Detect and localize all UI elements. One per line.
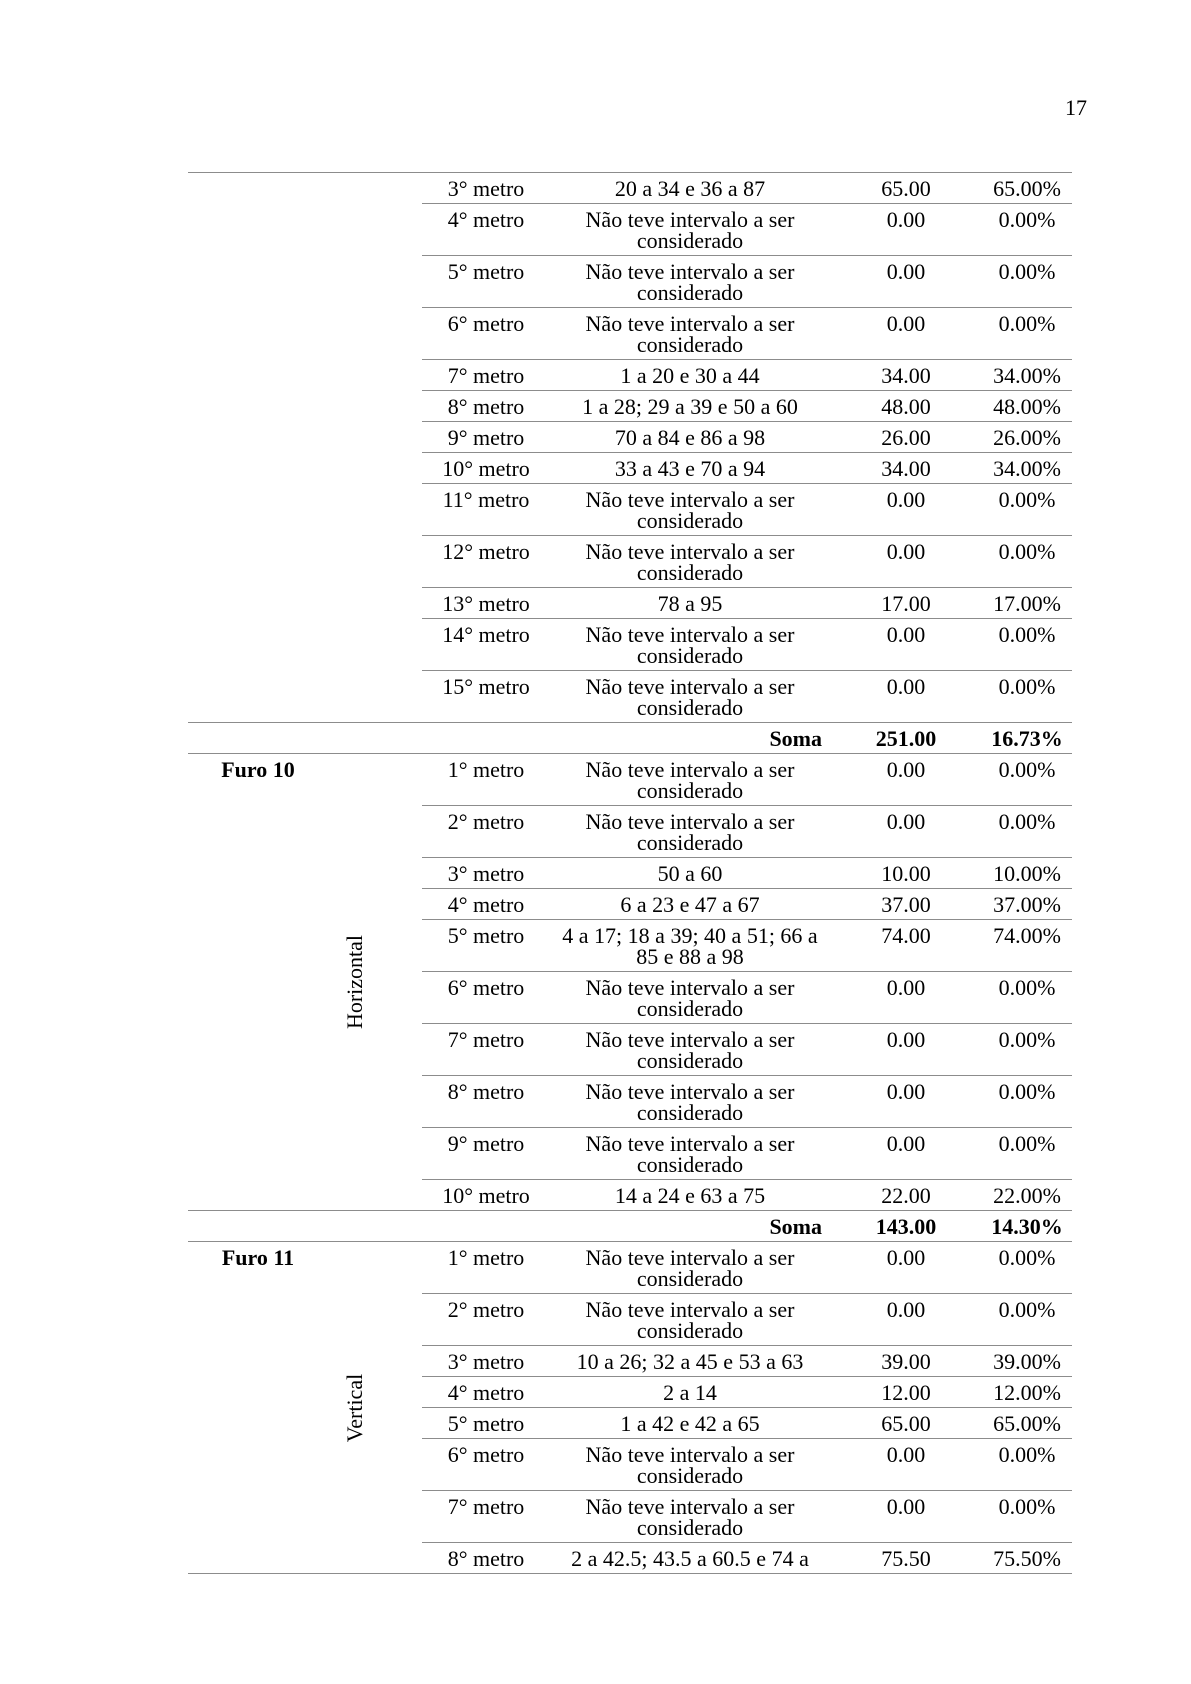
table-row — [422, 888, 1072, 919]
metro-cell: 6° metro — [447, 311, 525, 336]
soma-row — [188, 1210, 1072, 1241]
percentual-cell: 0.00% — [998, 1297, 1056, 1322]
table-row — [422, 483, 1072, 535]
valor-cell: 34.00 — [881, 363, 931, 388]
percentual-cell: 34.00% — [993, 363, 1061, 388]
intervalo-cell: Não teve intervalo a ser considerado — [585, 311, 795, 357]
table-row — [422, 359, 1072, 390]
metro-cell: 14° metro — [442, 622, 530, 647]
metro-cell: 8° metro — [447, 394, 525, 419]
metro-cell: 3° metro — [447, 176, 525, 201]
percentual-cell: 26.00% — [993, 425, 1061, 450]
metro-cell: 11° metro — [442, 487, 530, 512]
percentual-cell: 17.00% — [993, 591, 1061, 616]
table-group — [188, 753, 1072, 1241]
intervalo-cell: 4 a 17; 18 a 39; 40 a 51; 66 a 85 e 88 a 98 — [562, 923, 818, 969]
metro-cell: 9° metro — [447, 1131, 525, 1156]
table-row — [422, 1075, 1072, 1127]
valor-cell: 48.00 — [881, 394, 931, 419]
valor-cell: 22.00 — [881, 1183, 931, 1208]
intervalo-cell: Não teve intervalo a ser considerado — [585, 1245, 795, 1291]
metro-cell: 8° metro — [447, 1546, 525, 1571]
valor-cell: 65.00 — [881, 1411, 931, 1436]
metro-cell: 10° metro — [442, 1183, 530, 1208]
valor-cell: 0.00 — [886, 487, 926, 512]
intervalo-cell: 2 a 14 — [663, 1380, 717, 1405]
table-row — [422, 670, 1072, 722]
valor-cell: 0.00 — [886, 1131, 926, 1156]
percentual-cell: 74.00% — [993, 923, 1061, 948]
metro-cell: 1° metro — [447, 757, 525, 782]
group-rows — [422, 173, 1072, 722]
soma-percentual-cell: 16.73% — [991, 726, 1063, 751]
intervalo-cell: Não teve intervalo a ser considerado — [585, 975, 795, 1021]
intervalo-cell: 20 a 34 e 36 a 87 — [614, 176, 766, 201]
table-row — [422, 587, 1072, 618]
metro-cell: 12° metro — [442, 539, 530, 564]
table-row — [422, 1179, 1072, 1210]
percentual-cell: 0.00% — [998, 622, 1056, 647]
valor-cell: 0.00 — [886, 622, 926, 647]
valor-cell: 0.00 — [886, 1442, 926, 1467]
valor-cell: 0.00 — [886, 259, 926, 284]
percentual-cell: 0.00% — [998, 1079, 1056, 1104]
group-rows — [422, 1242, 1072, 1573]
group-label-cells — [188, 754, 422, 1210]
metro-cell: 1° metro — [447, 1245, 525, 1270]
soma-percentual-cell: 14.30% — [991, 1214, 1063, 1239]
orientation-label: Horizontal — [342, 934, 367, 1030]
group-rows — [422, 754, 1072, 1210]
metro-cell: 7° metro — [447, 363, 525, 388]
metro-cell: 7° metro — [447, 1494, 525, 1519]
table-row — [422, 805, 1072, 857]
intervalo-cell: Não teve intervalo a ser considerado — [585, 622, 795, 668]
group-label-cells — [188, 1242, 422, 1573]
intervalo-cell: Não teve intervalo a ser considerado — [585, 757, 795, 803]
intervalo-cell: Não teve intervalo a ser considerado — [585, 1494, 795, 1540]
percentual-cell: 0.00% — [998, 487, 1056, 512]
metro-cell: 5° metro — [447, 1411, 525, 1436]
intervalo-cell: Não teve intervalo a ser considerado — [585, 674, 795, 720]
metro-cell: 3° metro — [447, 1349, 525, 1374]
intervalo-cell: 2 a 42.5; 43.5 a 60.5 e 74 a — [571, 1546, 809, 1571]
metro-cell: 2° metro — [447, 1297, 525, 1322]
group-body — [188, 173, 1072, 722]
table-row — [422, 535, 1072, 587]
percentual-cell: 22.00% — [993, 1183, 1061, 1208]
valor-cell: 74.00 — [881, 923, 931, 948]
percentual-cell: 0.00% — [998, 207, 1056, 232]
soma-label: Soma — [769, 726, 822, 751]
valor-cell: 0.00 — [886, 539, 926, 564]
intervalo-cell: 6 a 23 e 47 a 67 — [620, 892, 760, 917]
table-row — [422, 1127, 1072, 1179]
intervalo-cell: 70 a 84 e 86 a 98 — [614, 425, 766, 450]
percentual-cell: 12.00% — [993, 1380, 1061, 1405]
intervalo-cell: Não teve intervalo a ser considerado — [585, 207, 795, 253]
percentual-cell: 0.00% — [998, 975, 1056, 1000]
intervalo-cell: 33 a 43 e 70 a 94 — [614, 456, 766, 481]
metro-cell: 5° metro — [447, 259, 525, 284]
table-row — [422, 971, 1072, 1023]
data-table — [188, 172, 1072, 1574]
valor-cell: 0.00 — [886, 1494, 926, 1519]
metro-cell: 13° metro — [442, 591, 530, 616]
table-row — [422, 1293, 1072, 1345]
intervalo-cell: Não teve intervalo a ser considerado — [585, 1442, 795, 1488]
valor-cell: 0.00 — [886, 1079, 926, 1104]
valor-cell: 0.00 — [886, 1027, 926, 1052]
percentual-cell: 0.00% — [998, 1494, 1056, 1519]
metro-cell: 8° metro — [447, 1079, 525, 1104]
table-row — [422, 203, 1072, 255]
orientation-label: Vertical — [342, 1373, 367, 1442]
valor-cell: 0.00 — [886, 207, 926, 232]
table-row — [422, 452, 1072, 483]
percentual-cell: 39.00% — [993, 1349, 1061, 1374]
percentual-cell: 10.00% — [993, 861, 1061, 886]
valor-cell: 39.00 — [881, 1349, 931, 1374]
valor-cell: 0.00 — [886, 311, 926, 336]
table-row — [422, 173, 1072, 203]
valor-cell: 10.00 — [881, 861, 931, 886]
table-row — [422, 754, 1072, 805]
valor-cell: 34.00 — [881, 456, 931, 481]
percentual-cell: 0.00% — [998, 757, 1056, 782]
group-body — [188, 1242, 1072, 1573]
valor-cell: 0.00 — [886, 975, 926, 1000]
intervalo-cell: Não teve intervalo a ser considerado — [585, 1079, 795, 1125]
intervalo-cell: Não teve intervalo a ser considerado — [585, 1027, 795, 1073]
metro-cell: 6° metro — [447, 1442, 525, 1467]
table-row — [422, 857, 1072, 888]
furo-label: Furo 11 — [221, 1245, 295, 1270]
table-row — [422, 1407, 1072, 1438]
soma-row — [188, 722, 1072, 753]
percentual-cell: 0.00% — [998, 674, 1056, 699]
metro-cell: 6° metro — [447, 975, 525, 1000]
metro-cell: 3° metro — [447, 861, 525, 886]
metro-cell: 2° metro — [447, 809, 525, 834]
soma-valor-cell: 251.00 — [875, 726, 937, 751]
percentual-cell: 48.00% — [993, 394, 1061, 419]
table-row — [422, 1376, 1072, 1407]
table-row — [422, 1490, 1072, 1542]
valor-cell: 0.00 — [886, 809, 926, 834]
table-row — [422, 1542, 1072, 1573]
percentual-cell: 65.00% — [993, 1411, 1061, 1436]
metro-cell: 15° metro — [442, 674, 530, 699]
metro-cell: 4° metro — [447, 892, 525, 917]
table-row — [422, 919, 1072, 971]
metro-cell: 4° metro — [447, 1380, 525, 1405]
valor-cell: 0.00 — [886, 757, 926, 782]
intervalo-cell: 1 a 42 e 42 a 65 — [620, 1411, 760, 1436]
intervalo-cell: 50 a 60 — [657, 861, 723, 886]
valor-cell: 26.00 — [881, 425, 931, 450]
table-row — [422, 1345, 1072, 1376]
percentual-cell: 0.00% — [998, 1245, 1056, 1270]
table-row — [422, 1438, 1072, 1490]
valor-cell: 65.00 — [881, 176, 931, 201]
intervalo-cell: Não teve intervalo a ser considerado — [585, 539, 795, 585]
percentual-cell: 0.00% — [998, 539, 1056, 564]
metro-cell: 4° metro — [447, 207, 525, 232]
valor-cell: 17.00 — [881, 591, 931, 616]
table-row — [422, 390, 1072, 421]
percentual-cell: 0.00% — [998, 1027, 1056, 1052]
percentual-cell: 75.50% — [993, 1546, 1061, 1571]
table-row — [422, 1023, 1072, 1075]
percentual-cell: 65.00% — [993, 176, 1061, 201]
intervalo-cell: Não teve intervalo a ser considerado — [585, 1297, 795, 1343]
table-row — [422, 1242, 1072, 1293]
intervalo-cell: 1 a 28; 29 a 39 e 50 a 60 — [582, 394, 798, 419]
intervalo-cell: 10 a 26; 32 a 45 e 53 a 63 — [576, 1349, 804, 1374]
table-row — [422, 421, 1072, 452]
intervalo-cell: Não teve intervalo a ser considerado — [585, 1131, 795, 1177]
table-row — [422, 255, 1072, 307]
group-body — [188, 754, 1072, 1210]
percentual-cell: 37.00% — [993, 892, 1061, 917]
percentual-cell: 34.00% — [993, 456, 1061, 481]
group-label-cells — [188, 173, 422, 722]
soma-valor-cell: 143.00 — [875, 1214, 937, 1239]
table-group — [188, 1241, 1072, 1574]
valor-cell: 37.00 — [881, 892, 931, 917]
percentual-cell: 0.00% — [998, 1131, 1056, 1156]
page-number: 17 — [1065, 95, 1087, 120]
furo-label: Furo 10 — [221, 757, 295, 782]
intervalo-cell: Não teve intervalo a ser considerado — [585, 487, 795, 533]
valor-cell: 0.00 — [886, 1245, 926, 1270]
valor-cell: 12.00 — [881, 1380, 931, 1405]
percentual-cell: 0.00% — [998, 1442, 1056, 1467]
intervalo-cell: 1 a 20 e 30 a 44 — [620, 363, 760, 388]
table-row — [422, 307, 1072, 359]
table-row — [422, 618, 1072, 670]
valor-cell: 0.00 — [886, 1297, 926, 1322]
percentual-cell: 0.00% — [998, 809, 1056, 834]
table-group — [188, 172, 1072, 753]
metro-cell: 9° metro — [447, 425, 525, 450]
valor-cell: 75.50 — [881, 1546, 931, 1571]
intervalo-cell: 78 a 95 — [657, 591, 723, 616]
percentual-cell: 0.00% — [998, 259, 1056, 284]
valor-cell: 0.00 — [886, 674, 926, 699]
percentual-cell: 0.00% — [998, 311, 1056, 336]
soma-label: Soma — [769, 1214, 822, 1239]
intervalo-cell: 14 a 24 e 63 a 75 — [614, 1183, 766, 1208]
intervalo-cell: Não teve intervalo a ser considerado — [585, 809, 795, 855]
metro-cell: 10° metro — [442, 456, 530, 481]
metro-cell: 5° metro — [447, 923, 525, 948]
intervalo-cell: Não teve intervalo a ser considerado — [585, 259, 795, 305]
metro-cell: 7° metro — [447, 1027, 525, 1052]
